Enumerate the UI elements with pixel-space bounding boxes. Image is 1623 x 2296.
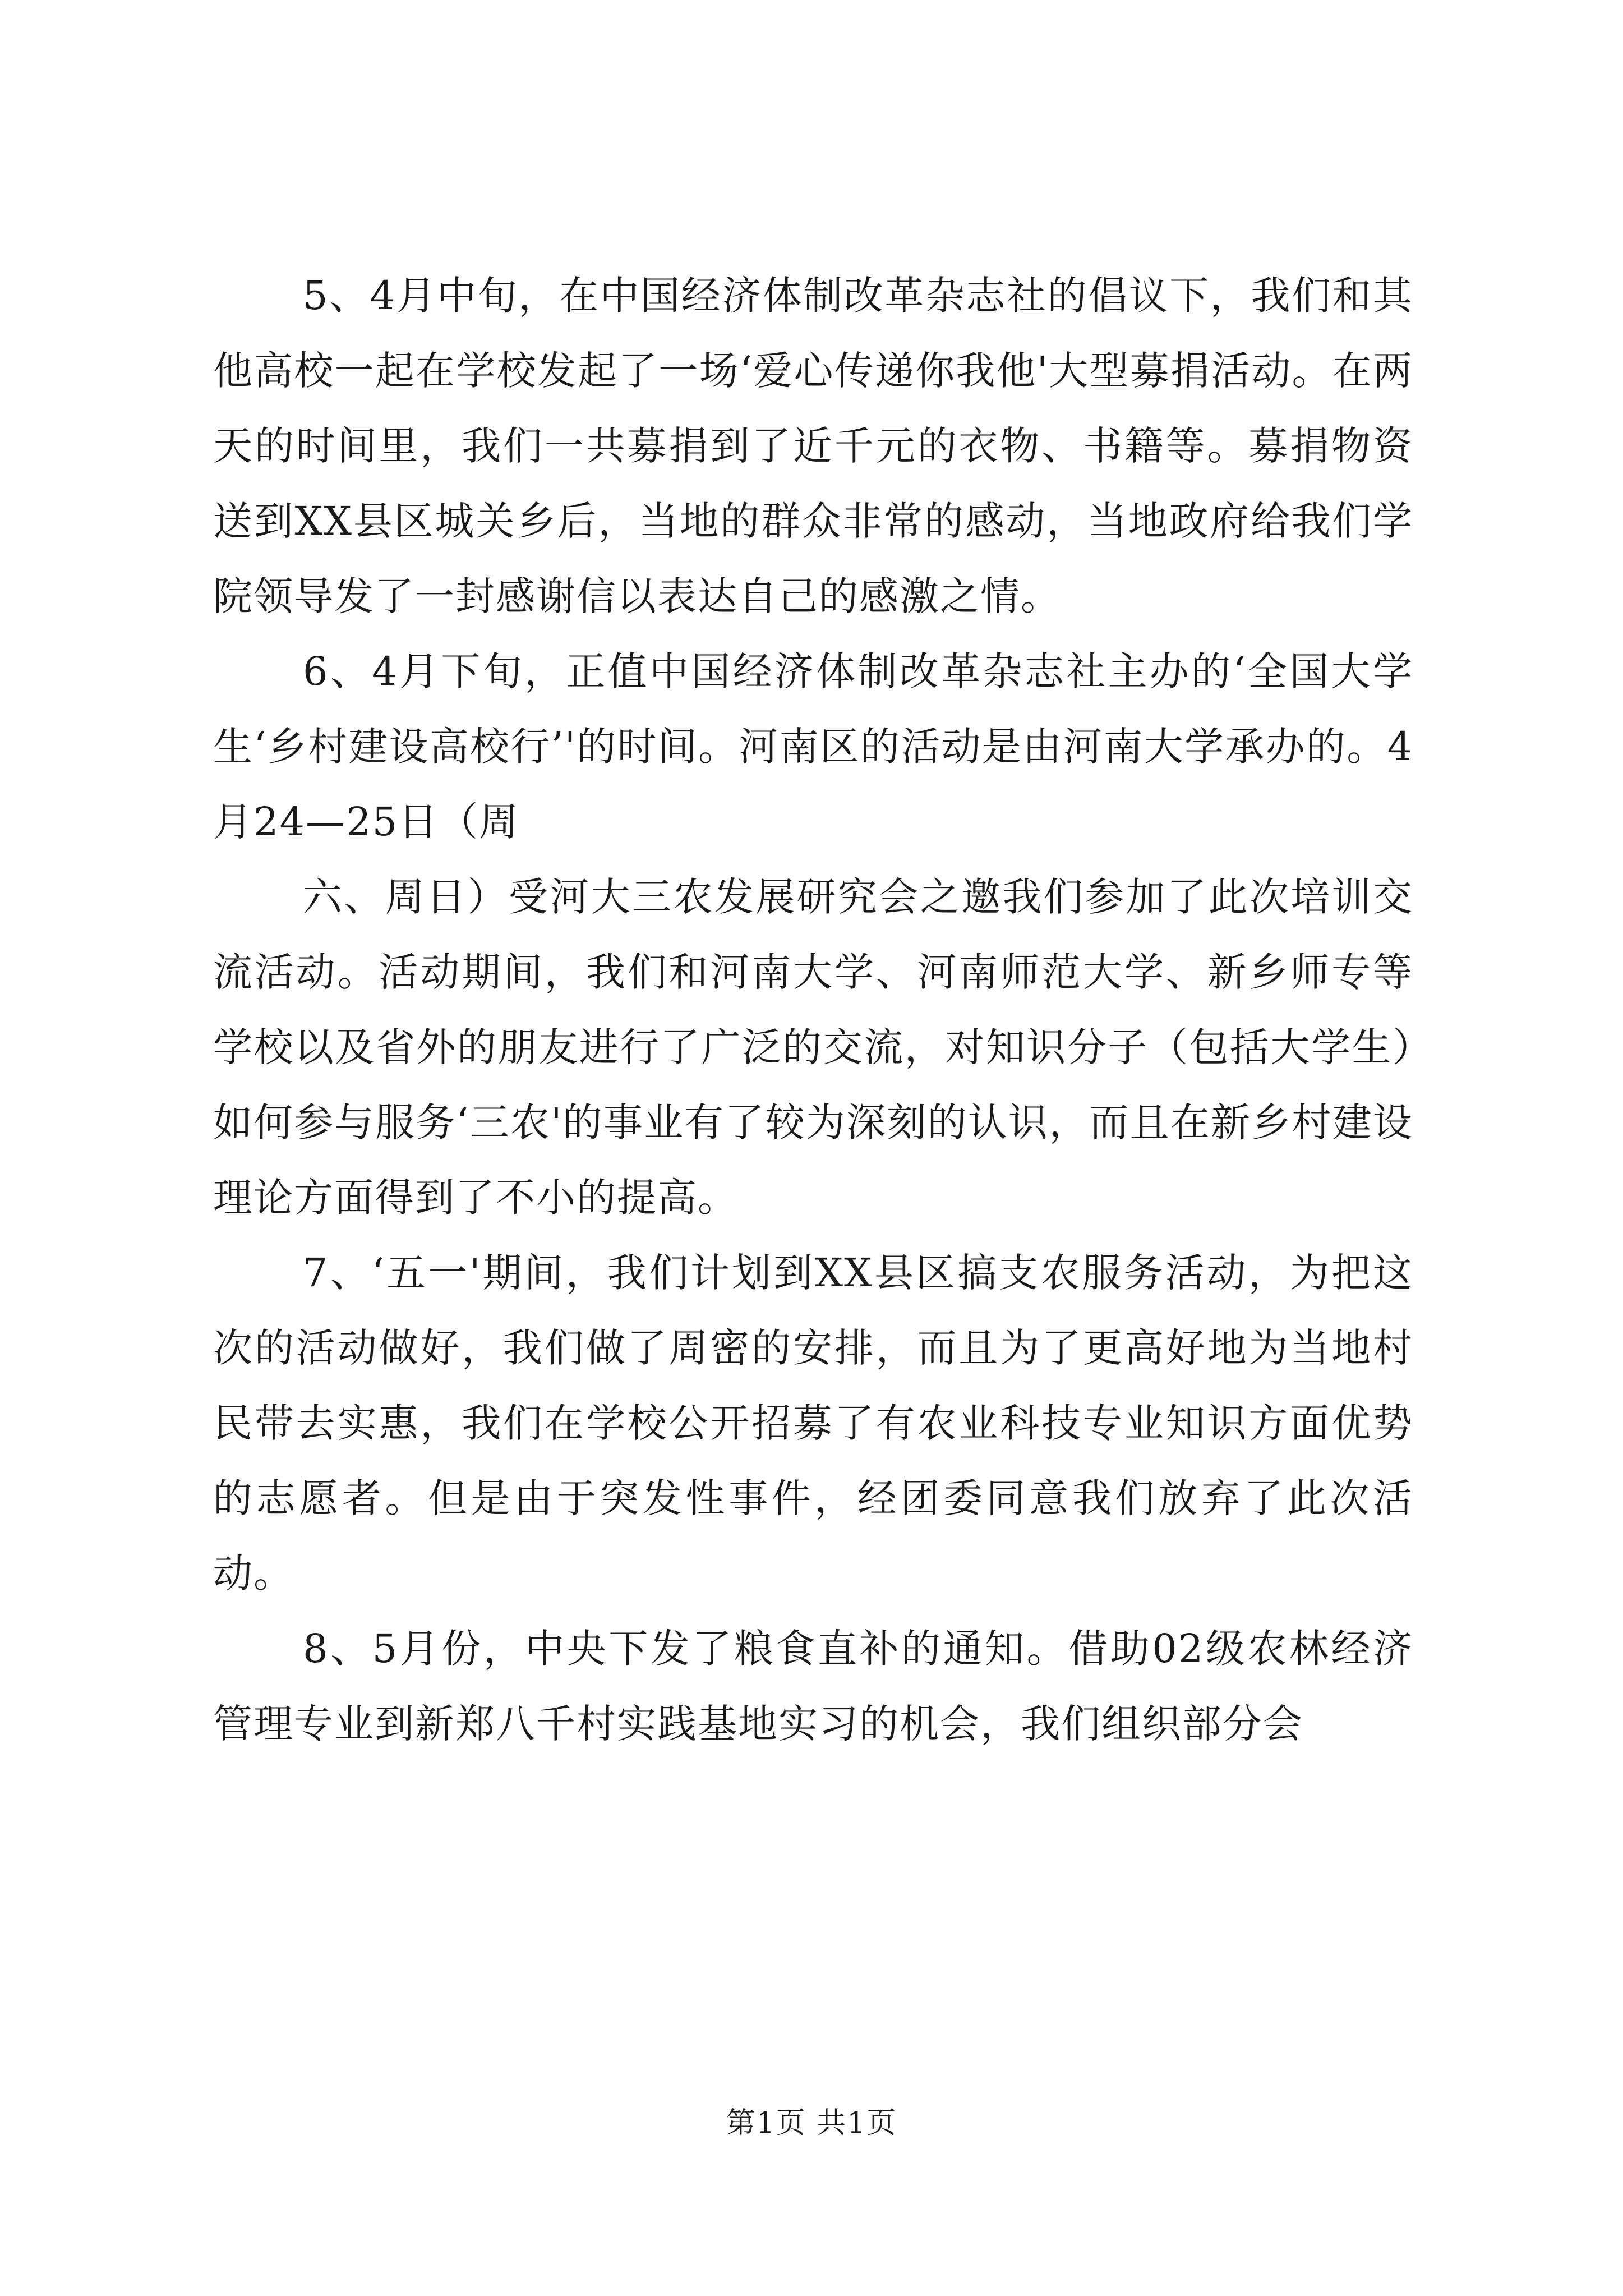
- page-number-footer: 第1页 共1页: [726, 2106, 897, 2140]
- paragraph-item-8: 8、5月份，中央下发了粮食直补的通知。借助02级农林经济管理专业到新郑八千村实践基地实习的机会，我们组织部分会: [213, 1626, 1413, 1747]
- document-body: [213, 258, 1413, 1761]
- paragraph-item-6: 6、4月下旬，正值中国经济体制改革杂志社主办的‘全国大学生‘乡村建设高校行’'的时间。河南区的活动是由河南大学承办的。4月24—25日（周: [213, 648, 1413, 845]
- paragraph-item-5: 5、4月中旬，在中国经济体制改革杂志社的倡议下，我们和其他高校一起在学校发起了一场‘爱心传递你我他'大型募捐活动。在两天的时间里，我们一共募捐到了近千元的衣物、书籍等。募捐物资送到XX县区城关乡后，当地的群众非常的感动，当地政府给我们学院领导发了一封感谢信以表达自己的感激之情。: [213, 273, 1413, 619]
- paragraph-item-7: 7、‘五一'期间，我们计划到XX县区搞支农服务活动，为把这次的活动做好，我们做了周密的安排，而且为了更高好地为当地村民带去实惠，我们在学校公开招募了有农业科技专业知识方面优势的志愿者。但是由于突发性事件，经团委同意我们放弃了此次活动。: [213, 1250, 1413, 1596]
- paragraph-item-6-continued: 六、周日）受河大三农发展研究会之邀我们参加了此次培训交流活动。活动期间，我们和河南大学、河南师范大学、新乡师专等学校以及省外的朋友进行了广泛的交流，对知识分子（包括大学生）如何参与服务‘三农'的事业有了较为深刻的认识，而且在新乡村建设理论方面得到了不小的提高。: [213, 874, 1413, 1221]
